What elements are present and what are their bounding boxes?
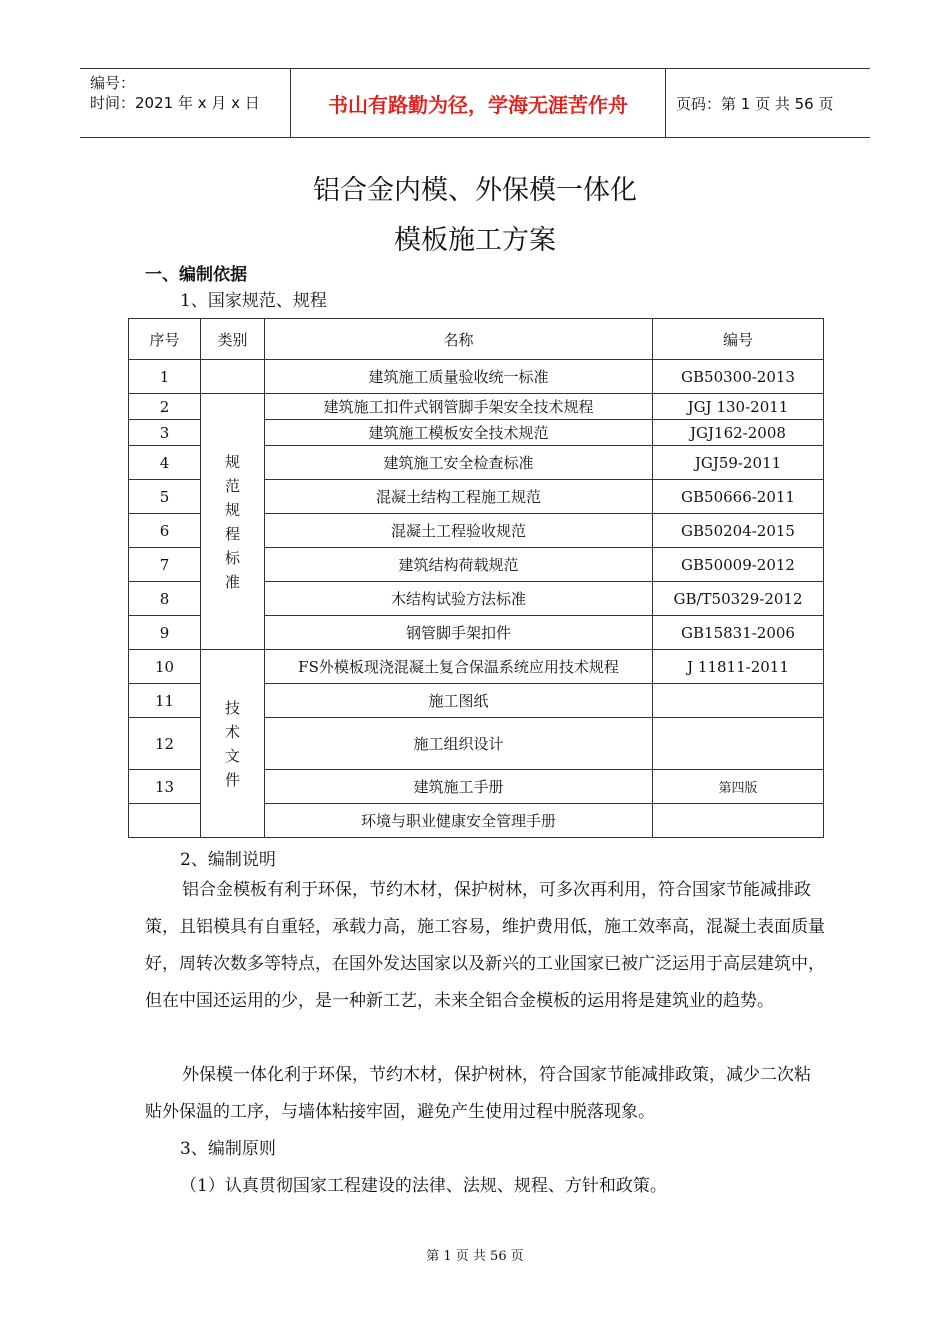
header-motto: 书山有路勤为径，学海无涯苦作舟 [290,69,666,137]
cell-no: 12 [129,718,201,770]
table-row [129,650,824,684]
cell-code: J 11811-2011 [653,650,824,684]
document-number-label: 编号： [90,74,136,92]
subsection-explanation: 2、编制说明 [180,850,276,870]
header-meta [80,69,290,137]
table-row [129,394,824,420]
col-header-name: 名称 [265,319,653,360]
cell-name: 施工图纸 [265,684,653,718]
cell-no: 9 [129,616,201,650]
paragraph-aluminum-formwork: 铝合金模板有利于环保，节约木材，保护树林，可多次再利用，符合国家节能减排政策，且铝模具有自重轻，承载力高，施工容易，维护费用低，施工效率高，混凝土表面质量好，周转次数多等特点，在国外发达国家以及新兴的工业国家已被广泛运用于高层建筑中，但在中国还运用的少，是一种新工艺，未来全铝合金模板的运用将是建筑业的趋势。 [145,880,825,1011]
cell-name: 木结构试验方法标准 [265,582,653,616]
cell-category-technical [201,650,265,838]
cell-name: 建筑施工质量验收统一标准 [265,360,653,394]
cell-name: 混凝土工程验收规范 [265,514,653,548]
cell-code: JGJ59-2011 [653,446,824,480]
category-technical-text: 技 术 文 件 [224,698,240,789]
cell-code: GB50009-2012 [653,548,824,582]
cell-name: 建筑施工模板安全技术规范 [265,420,653,446]
cell-name: 钢管脚手架扣件 [265,616,653,650]
cell-no: 8 [129,582,201,616]
section-heading-basis: 一、编制依据 [145,265,247,285]
cell-name: 混凝土结构工程施工规范 [265,480,653,514]
paragraph-insulation-formwork: 外保模一体化利于环保，节约木材，保护树林，符合国家节能减排政策，减少二次粘贴外保温的工序，与墙体粘接牢固，避免产生使用过程中脱落现象。 [145,1065,811,1122]
cell-name: 建筑结构荷载规范 [265,548,653,582]
cell-category-standards [201,394,265,650]
cell-name: 施工组织设计 [265,718,653,770]
table-header-row [129,319,824,360]
cell-no: 1 [129,360,201,394]
cell-code: 第四版 [653,770,824,804]
page-header [80,68,870,138]
standards-table [128,318,824,838]
cell-no: 4 [129,446,201,480]
cell-no: 5 [129,480,201,514]
cell-name: FS外模板现浇混凝土复合保温系统应用技术规程 [265,650,653,684]
cell-code [653,684,824,718]
cell-no: 13 [129,770,201,804]
subsection-national-standards: 1、国家规范、规程 [180,291,327,311]
cell-code: JGJ162-2008 [653,420,824,446]
cell-no [129,804,201,838]
cell-no: 11 [129,684,201,718]
document-title-line1: 铝合金内模、外保模一体化 [313,175,637,206]
cell-code: GB15831-2006 [653,616,824,650]
cell-no: 7 [129,548,201,582]
cell-name: 建筑施工安全检查标准 [265,446,653,480]
document-title-line2: 模板施工方案 [394,225,556,256]
col-header-category: 类别 [201,319,265,360]
cell-code: GB50300-2013 [653,360,824,394]
header-page-info: 页码：第 1 页 共 56 页 [676,94,834,113]
page-footer: 第 1 页 共 56 页 [426,1249,524,1264]
cell-code: GB/T50329-2012 [653,582,824,616]
cell-code [653,804,824,838]
principle-item-1: （1）认真贯彻国家工程建设的法律、法规、规程、方针和政策。 [180,1176,667,1196]
cell-no: 10 [129,650,201,684]
cell-name: 建筑施工手册 [265,770,653,804]
cell-no: 2 [129,394,201,420]
subsection-principles: 3、编制原则 [180,1139,276,1159]
cell-name: 建筑施工扣件式钢管脚手架安全技术规程 [265,394,653,420]
table-row [129,360,824,394]
cell-code: GB50666-2011 [653,480,824,514]
cell-code [653,718,824,770]
col-header-code: 编号 [653,319,824,360]
cell-no: 6 [129,514,201,548]
cell-no: 3 [129,420,201,446]
cell-category-empty [201,360,265,394]
cell-name: 环境与职业健康安全管理手册 [265,804,653,838]
cell-code: JGJ 130-2011 [653,394,824,420]
col-header-no: 序号 [129,319,201,360]
category-standards-text: 规 范 规 程 标 准 [224,452,240,591]
document-date: 时间：2021 年 x 月 x 日 [90,94,260,112]
cell-code: GB50204-2015 [653,514,824,548]
